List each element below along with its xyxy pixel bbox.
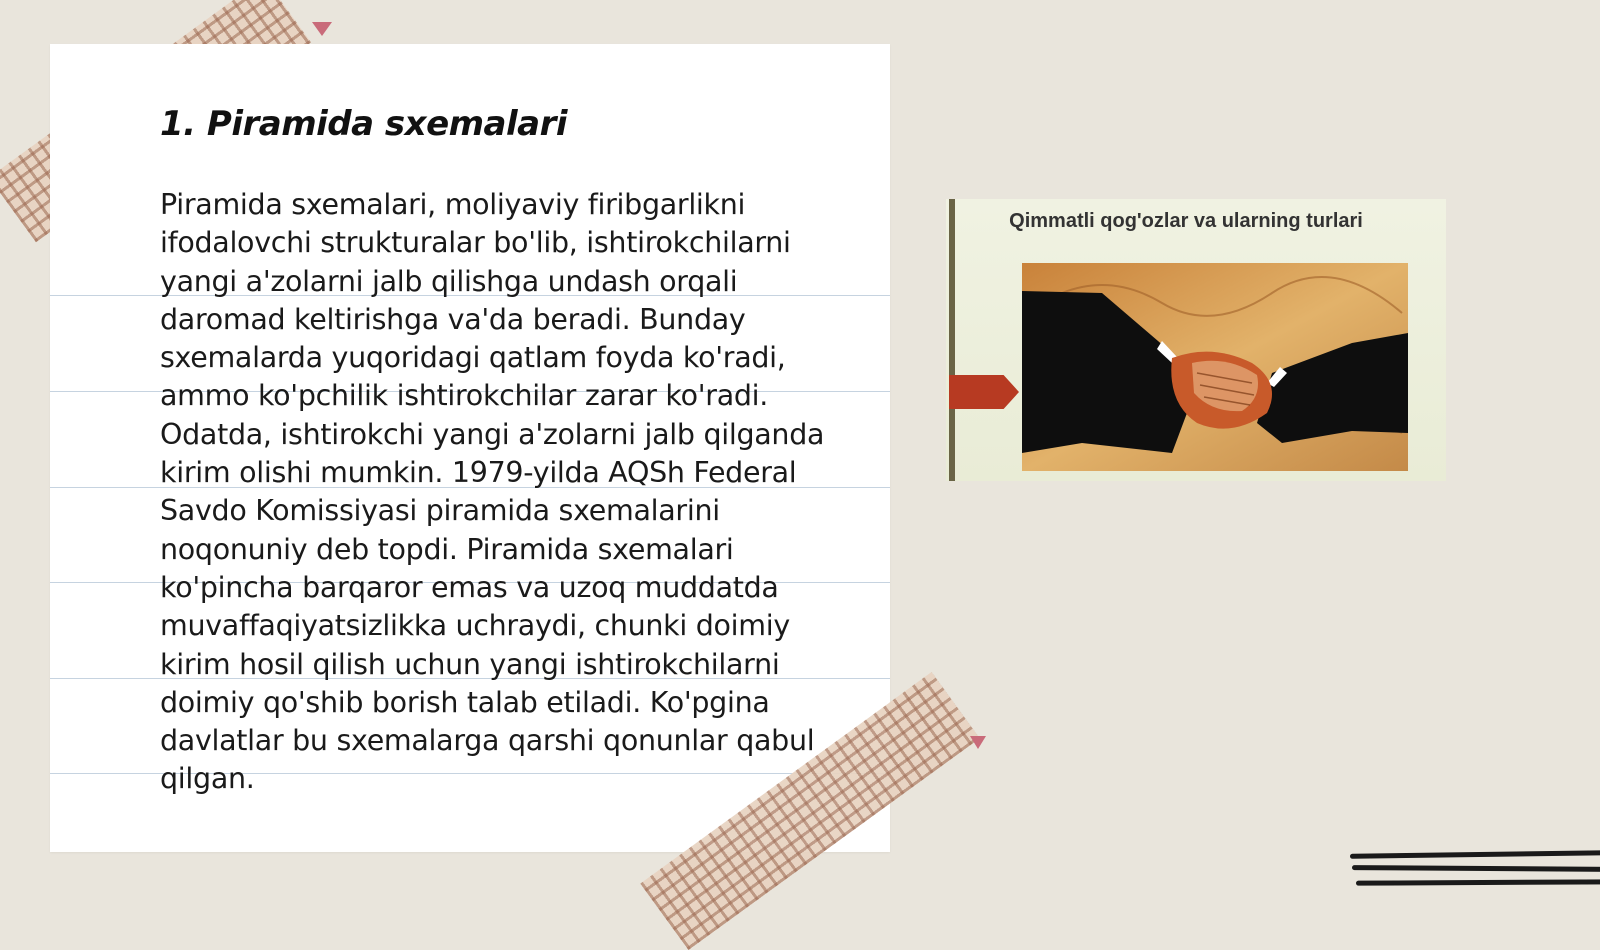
scribble-line	[1356, 879, 1600, 885]
figure-image	[946, 199, 1446, 481]
scribble-line	[1352, 865, 1600, 872]
figure-title: Qimmatli qog'ozlar va ularning turlari	[1009, 210, 1363, 232]
slide-body-text: Piramida sxemalari, moliyaviy firibgarlikni ifodalovchi strukturalar bo'lib, ishtirokchilarni yangi a'zolarni jalb qilishga undash orqali daromad keltirishga va'da beradi. Bunday sxemalarda yuqoridagi qatlam foyda ko'radi, ammo ko'pchilik ishtirokchilar zarar ko'radi. Odatda, ishtirokchi yangi a'zolarni jalb qilganda kirim olishi mumkin. 1979-yilda AQSh Federal Savdo Komissiyasi piramida sxemalarini noqonuniy deb topdi. Piramida sxemalari ko'pincha barqaror emas va uzoq muddatda muvaffaqiyatsizlikka uchraydi, chunki doimiy kirim hosil qilish uchun yangi ishtirokchilarni doimiy qo'shib borish talab etiladi. Ko'pgina davlatlar bu sxemalarga qarshi qonunlar qabul qilgan.	[160, 188, 825, 796]
pin-top-icon	[312, 22, 332, 36]
figure-side-bar	[949, 199, 955, 481]
pin-bottom-icon	[970, 736, 986, 749]
scribble-line	[1350, 850, 1600, 859]
handshake-money-icon	[1022, 263, 1408, 471]
slide-heading: 1. Piramida sxemalari	[160, 104, 568, 144]
red-arrow-icon	[949, 375, 1019, 409]
